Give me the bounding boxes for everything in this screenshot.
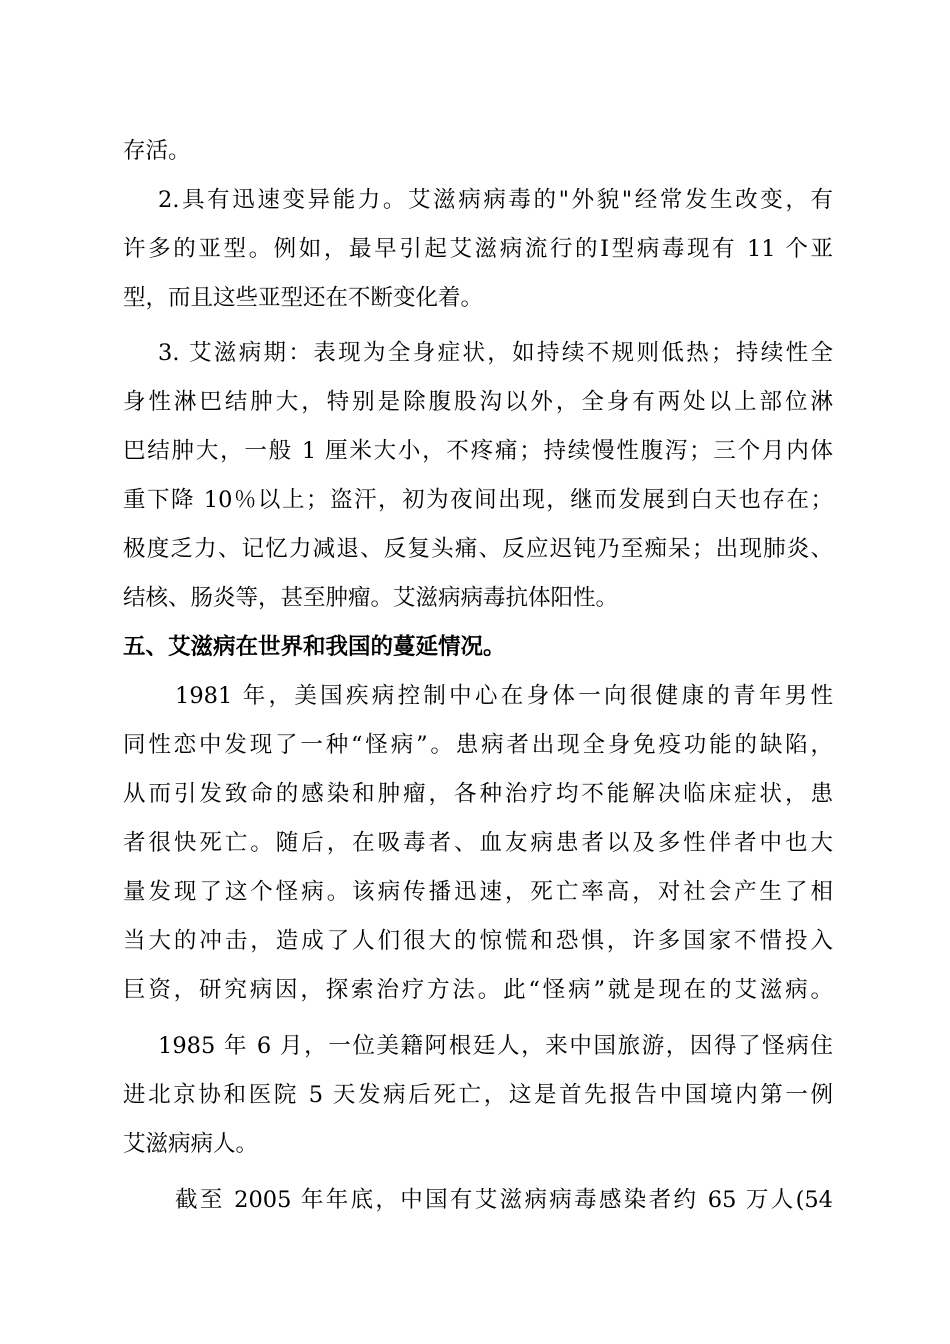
- paragraph-line: 量发现了这个怪病。该病传播迅速，死亡率高，对社会产生了相: [123, 879, 833, 905]
- list-item-3-line: 巴结肿大，一般 1 厘米大小，不疼痛；持续慢性腹泻；三个月内体: [123, 438, 833, 464]
- paragraph-line: 截至 2005 年年底，中国有艾滋病病毒感染者约 65 万人(54: [175, 1187, 833, 1213]
- paragraph-line: 存活。: [123, 138, 191, 164]
- list-item-2-line: 2.具有迅速变异能力。艾滋病病毒的"外貌"经常发生改变，有: [158, 187, 833, 213]
- paragraph-line: 艾滋病病人。: [123, 1131, 259, 1157]
- paragraph-line: 1981 年，美国疾病控制中心在身体一向很健康的青年男性: [175, 683, 833, 709]
- paragraph-line: 当大的冲击，造成了人们很大的惊慌和恐惧，许多国家不惜投入: [123, 928, 833, 954]
- list-item-3-line: 重下降 10％以上；盗汗，初为夜间出现，继而发展到白天也存在；: [123, 487, 833, 513]
- list-item-3-line: 结核、肠炎等，甚至肿瘤。艾滋病病毒抗体阳性。: [123, 585, 619, 611]
- paragraph-line: 同性恋中发现了一种“怪病”。患病者出现全身免疫功能的缺陷，: [123, 732, 833, 758]
- list-item-2-line: 型，而且这些亚型还在不断变化着。: [123, 285, 484, 311]
- list-item-2-line: 许多的亚型。例如，最早引起艾滋病流行的Ⅰ型病毒现有 11 个亚: [123, 236, 833, 262]
- section-heading: 五、艾滋病在世界和我国的蔓延情况。: [123, 634, 506, 660]
- paragraph-line: 者很快死亡。随后，在吸毒者、血友病患者以及多性伴者中也大: [123, 830, 833, 856]
- list-item-3-line: 3. 艾滋病期：表现为全身症状，如持续不规则低热；持续性全: [158, 340, 833, 366]
- paragraph-line: 巨资，研究病因，探索治疗方法。此“怪病”就是现在的艾滋病。: [123, 977, 833, 1003]
- paragraph-line: 1985 年 6 月，一位美籍阿根廷人，来中国旅游，因得了怪病住: [158, 1033, 833, 1059]
- paragraph-line: 进北京协和医院 5 天发病后死亡，这是首先报告中国境内第一例: [123, 1082, 833, 1108]
- list-item-3-line: 极度乏力、记忆力减退、反复头痛、反应迟钝乃至痴呆；出现肺炎、: [123, 536, 833, 562]
- paragraph-line: 从而引发致命的感染和肿瘤，各种治疗均不能解决临床症状，患: [123, 781, 833, 807]
- list-item-3-line: 身性淋巴结肿大，特别是除腹股沟以外，全身有两处以上部位淋: [123, 389, 833, 415]
